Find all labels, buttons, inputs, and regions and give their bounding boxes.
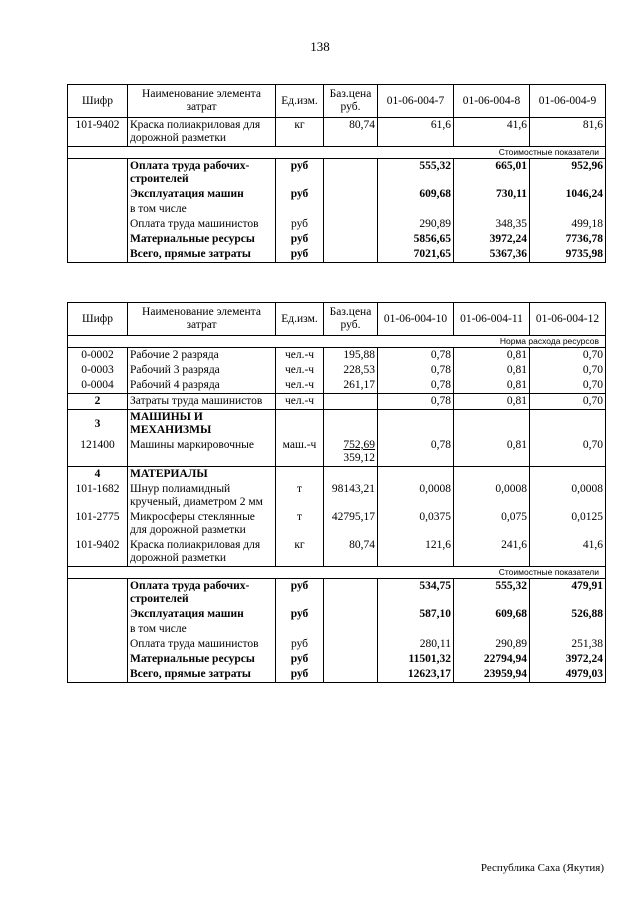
- table-row: [68, 579, 606, 608]
- cell-name: Шнур полиамидный крученый, диаметром 2 мм: [128, 482, 276, 510]
- cost-v1: 587,10: [378, 607, 454, 622]
- cost-v3: 4979,03: [530, 667, 606, 683]
- band-label: Стоимостные показатели: [68, 567, 606, 579]
- cost-name: Оплата труда машинистов: [128, 637, 276, 652]
- cell-code: 101-9402: [68, 538, 128, 567]
- cost-v1: 609,68: [378, 187, 454, 202]
- cell-unit: чел.-ч: [276, 363, 324, 378]
- cost-v2: 290,89: [454, 637, 530, 652]
- cell-v3: 0,0125: [530, 510, 606, 538]
- table-row: [68, 348, 606, 364]
- cell-unit: чел.-ч: [276, 394, 324, 410]
- cost-v1: 290,89: [378, 217, 454, 232]
- cell-unit: т: [276, 510, 324, 538]
- cost-name: Материальные ресурсы: [128, 652, 276, 667]
- cost-unit: руб: [276, 159, 324, 188]
- region-footer: Республика Саха (Якутия): [480, 862, 604, 874]
- cell-name: Микросферы стеклянные для дорожной разметки: [128, 510, 276, 538]
- table-row: [68, 622, 606, 637]
- price-operator: 359,12: [343, 452, 375, 464]
- cost-v3: 9735,98: [530, 247, 606, 263]
- cell-v3: 81,6: [530, 118, 606, 147]
- cost-unit: руб: [276, 652, 324, 667]
- cost-unit: руб: [276, 607, 324, 622]
- cost-unit: руб: [276, 217, 324, 232]
- cost-name: Материальные ресурсы: [128, 232, 276, 247]
- cost-name: Оплата труда машинистов: [128, 217, 276, 232]
- cell-v3: 41,6: [530, 538, 606, 567]
- cell-v1: 0,78: [378, 363, 454, 378]
- cell-v2: 0,81: [454, 378, 530, 394]
- section-code: 3: [68, 410, 128, 439]
- cost-name: Оплата труда рабочих-строителей: [128, 159, 276, 188]
- table-row: [68, 438, 606, 467]
- cell-v3: 0,70: [530, 394, 606, 410]
- cost-name: Всего, прямые затраты: [128, 667, 276, 683]
- cost-name: в том числе: [128, 202, 276, 217]
- cost-v2: 5367,36: [454, 247, 530, 263]
- cost-v2: 3972,24: [454, 232, 530, 247]
- cell-code: 0-0002: [68, 348, 128, 364]
- header-norm-1: 01-06-004-10: [378, 303, 454, 336]
- header-norm-3: 01-06-004-12: [530, 303, 606, 336]
- cost-v2: 730,11: [454, 187, 530, 202]
- cost-v1: 5856,65: [378, 232, 454, 247]
- cell-v1: 61,6: [378, 118, 454, 147]
- band-label: Норма расхода ресурсов: [68, 336, 606, 348]
- cost-v2: 348,35: [454, 217, 530, 232]
- cell-name: Рабочий 3 разряда: [128, 363, 276, 378]
- header-unit: Ед.изм.: [276, 303, 324, 336]
- header-norm-3: 01-06-004-9: [530, 85, 606, 118]
- price-main: 752,69: [343, 439, 375, 451]
- section-title: МАТЕРИАЛЫ: [128, 467, 276, 483]
- cell-v3: 0,0008: [530, 482, 606, 510]
- cell-code: 0-0004: [68, 378, 128, 394]
- cell-unit: кг: [276, 118, 324, 147]
- cost-v3: 952,96: [530, 159, 606, 188]
- cell-v1: 0,78: [378, 348, 454, 364]
- cost-unit: руб: [276, 247, 324, 263]
- cost-unit: руб: [276, 637, 324, 652]
- table-row: [68, 232, 606, 247]
- table-row: [68, 394, 606, 410]
- cost-name: Эксплуатация машин: [128, 187, 276, 202]
- cell-v3: 0,70: [530, 348, 606, 364]
- cell-name: Краска полиакриловая для дорожной разметки: [128, 118, 276, 147]
- header-price: Баз.цена руб.: [324, 303, 378, 336]
- cell-v2: 41,6: [454, 118, 530, 147]
- table-row: [68, 187, 606, 202]
- cell-v3: 0,70: [530, 378, 606, 394]
- header-unit: Ед.изм.: [276, 85, 324, 118]
- cost-v2: 22794,94: [454, 652, 530, 667]
- cost-unit: руб: [276, 579, 324, 608]
- cost-v2: 665,01: [454, 159, 530, 188]
- table-header: [68, 85, 606, 118]
- section-materials: [68, 467, 606, 483]
- table-row: [68, 217, 606, 232]
- cell-name: Рабочий 4 разряда: [128, 378, 276, 394]
- cell-v2: 0,81: [454, 438, 530, 467]
- table-row: [68, 202, 606, 217]
- header-code: Шифр: [68, 85, 128, 118]
- cell-price: 80,74: [324, 118, 378, 147]
- cell-price: [324, 438, 378, 467]
- cell-v3: 0,70: [530, 363, 606, 378]
- cell-name: Краска полиакриловая для дорожной разметки: [128, 538, 276, 567]
- cell-unit: чел.-ч: [276, 378, 324, 394]
- table-row: [68, 118, 606, 147]
- table-row: [68, 637, 606, 652]
- band-resource-norms: [68, 336, 606, 348]
- cell-name: Затраты труда машинистов: [128, 394, 276, 410]
- band-cost-indicators: [68, 147, 606, 159]
- cell-unit: чел.-ч: [276, 348, 324, 364]
- cost-v1: 280,11: [378, 637, 454, 652]
- cell-unit: маш.-ч: [276, 438, 324, 467]
- cell-v1: 121,6: [378, 538, 454, 567]
- cell-v1: 0,0375: [378, 510, 454, 538]
- header-norm-1: 01-06-004-7: [378, 85, 454, 118]
- cost-v3: 499,18: [530, 217, 606, 232]
- norms-table-1: [67, 84, 606, 263]
- header-norm-2: 01-06-004-8: [454, 85, 530, 118]
- cell-v2: 0,075: [454, 510, 530, 538]
- cell-name: Рабочие 2 разряда: [128, 348, 276, 364]
- norms-table-2: [67, 302, 606, 683]
- cost-v3: 3972,24: [530, 652, 606, 667]
- cost-v3: 1046,24: [530, 187, 606, 202]
- table-row: [68, 378, 606, 394]
- cell-price: 42795,17: [324, 510, 378, 538]
- cost-name: Эксплуатация машин: [128, 607, 276, 622]
- cost-unit: руб: [276, 187, 324, 202]
- table-header: [68, 303, 606, 336]
- cost-name: в том числе: [128, 622, 276, 637]
- cost-v2: 555,32: [454, 579, 530, 608]
- cost-name: Всего, прямые затраты: [128, 247, 276, 263]
- cost-v1: 534,75: [378, 579, 454, 608]
- cost-v1: 11501,32: [378, 652, 454, 667]
- cell-price: 80,74: [324, 538, 378, 567]
- table-row: [68, 510, 606, 538]
- cost-v3: 526,88: [530, 607, 606, 622]
- cell-price: 98143,21: [324, 482, 378, 510]
- cell-code: 121400: [68, 438, 128, 467]
- section-machines: [68, 410, 606, 439]
- cell-code: 2: [68, 394, 128, 410]
- cost-v1: 555,32: [378, 159, 454, 188]
- cell-v2: 0,81: [454, 394, 530, 410]
- table-row: [68, 363, 606, 378]
- cost-name: Оплата труда рабочих-строителей: [128, 579, 276, 608]
- cost-v1: 7021,65: [378, 247, 454, 263]
- band-label: Стоимостные показатели: [68, 147, 606, 159]
- cell-v1: 0,0008: [378, 482, 454, 510]
- cost-v3: 479,91: [530, 579, 606, 608]
- header-price: Баз.цена руб.: [324, 85, 378, 118]
- table-row: [68, 667, 606, 683]
- cell-price: 261,17: [324, 378, 378, 394]
- header-code: Шифр: [68, 303, 128, 336]
- table-row: [68, 652, 606, 667]
- header-name: Наименование элемента затрат: [128, 85, 276, 118]
- cell-v2: 0,81: [454, 348, 530, 364]
- cell-code: 101-9402: [68, 118, 128, 147]
- cell-unit: кг: [276, 538, 324, 567]
- band-cost-indicators: [68, 567, 606, 579]
- cost-v3: 7736,78: [530, 232, 606, 247]
- cost-unit: руб: [276, 667, 324, 683]
- cell-price: 228,53: [324, 363, 378, 378]
- cost-v1: 12623,17: [378, 667, 454, 683]
- header-name: Наименование элемента затрат: [128, 303, 276, 336]
- table-row: [68, 247, 606, 263]
- cost-v2: 609,68: [454, 607, 530, 622]
- cell-code: 101-2775: [68, 510, 128, 538]
- table-row: [68, 159, 606, 188]
- table-row: [68, 482, 606, 510]
- cell-code: 101-1682: [68, 482, 128, 510]
- cell-v2: 0,0008: [454, 482, 530, 510]
- cost-v3: 251,38: [530, 637, 606, 652]
- section-code: 4: [68, 467, 128, 483]
- header-norm-2: 01-06-004-11: [454, 303, 530, 336]
- cell-v3: 0,70: [530, 438, 606, 467]
- table-row: [68, 607, 606, 622]
- page-number: 138: [310, 39, 330, 54]
- cell-v2: 0,81: [454, 363, 530, 378]
- cell-code: 0-0003: [68, 363, 128, 378]
- table-row: [68, 538, 606, 567]
- cell-v1: 0,78: [378, 394, 454, 410]
- cell-name: Машины маркировочные: [128, 438, 276, 467]
- section-title: МАШИНЫ И МЕХАНИЗМЫ: [128, 410, 276, 439]
- cell-v1: 0,78: [378, 438, 454, 467]
- cell-v2: 241,6: [454, 538, 530, 567]
- cost-v2: 23959,94: [454, 667, 530, 683]
- cell-unit: т: [276, 482, 324, 510]
- cost-unit: руб: [276, 232, 324, 247]
- cell-v1: 0,78: [378, 378, 454, 394]
- cell-price: 195,88: [324, 348, 378, 364]
